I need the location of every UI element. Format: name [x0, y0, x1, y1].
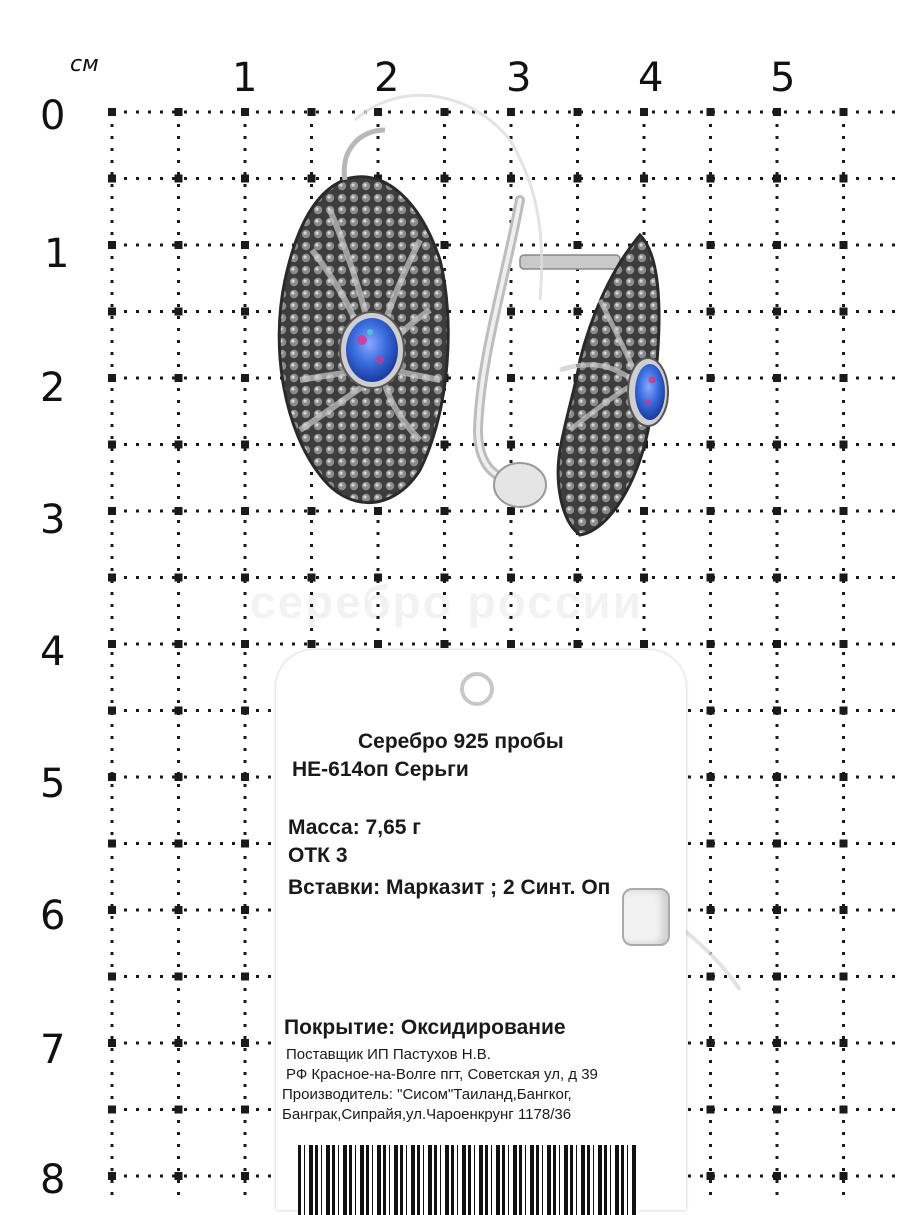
- ruler-x-label: 3: [506, 55, 532, 101]
- ruler-y-label: 6: [40, 893, 66, 939]
- ruler-unit-label: см: [70, 52, 99, 77]
- ruler-y-label: 8: [40, 1157, 66, 1203]
- tag-coating: Покрытие: Оксидирование: [284, 1016, 566, 1039]
- ruler-y-label: 5: [40, 761, 66, 807]
- earring-front: [279, 130, 448, 503]
- tag-inserts: Вставки: Марказит ; 2 Синт. Оп: [288, 876, 611, 899]
- tag-mass: Масса: 7,65 г: [288, 816, 422, 839]
- brand-watermark: серебро россии: [250, 576, 643, 628]
- tag-metal-line: Серебро 925 пробы: [358, 730, 564, 753]
- tag-supplier: Поставщик ИП Пастухов Н.В.: [286, 1046, 491, 1063]
- ruler-x-label: 2: [374, 55, 400, 101]
- ruler-y-label: 2: [40, 365, 66, 411]
- tag-tie-clip: [622, 888, 670, 946]
- ruler-x-label: 4: [638, 55, 664, 101]
- tag-article-line: НЕ-614оп Серьги: [292, 758, 469, 781]
- ruler-y-label: 1: [44, 231, 70, 277]
- ruler-y-label: 3: [40, 497, 66, 543]
- tag-otk: ОТК 3: [288, 844, 348, 867]
- ruler-y-label: 0: [40, 93, 66, 139]
- ruler-y-label: 4: [40, 629, 66, 675]
- tag-hole: [460, 672, 494, 706]
- ruler-y-label: 7: [40, 1027, 66, 1073]
- ruler-x-label: 5: [770, 55, 796, 101]
- tag-manufacturer: Производитель: "Сисом"Таиланд,Бангког,: [282, 1086, 572, 1103]
- ruler-x-label: 1: [232, 55, 258, 101]
- earring-side: [478, 200, 668, 535]
- barcode: [298, 1145, 638, 1215]
- tag-address: РФ Красное-на-Волге пгт, Советская ул, д 39: [286, 1066, 598, 1083]
- tag-manufacturer-address: Банграк,Сипрайя,ул.Чароенкрунг 1178/36: [282, 1106, 572, 1123]
